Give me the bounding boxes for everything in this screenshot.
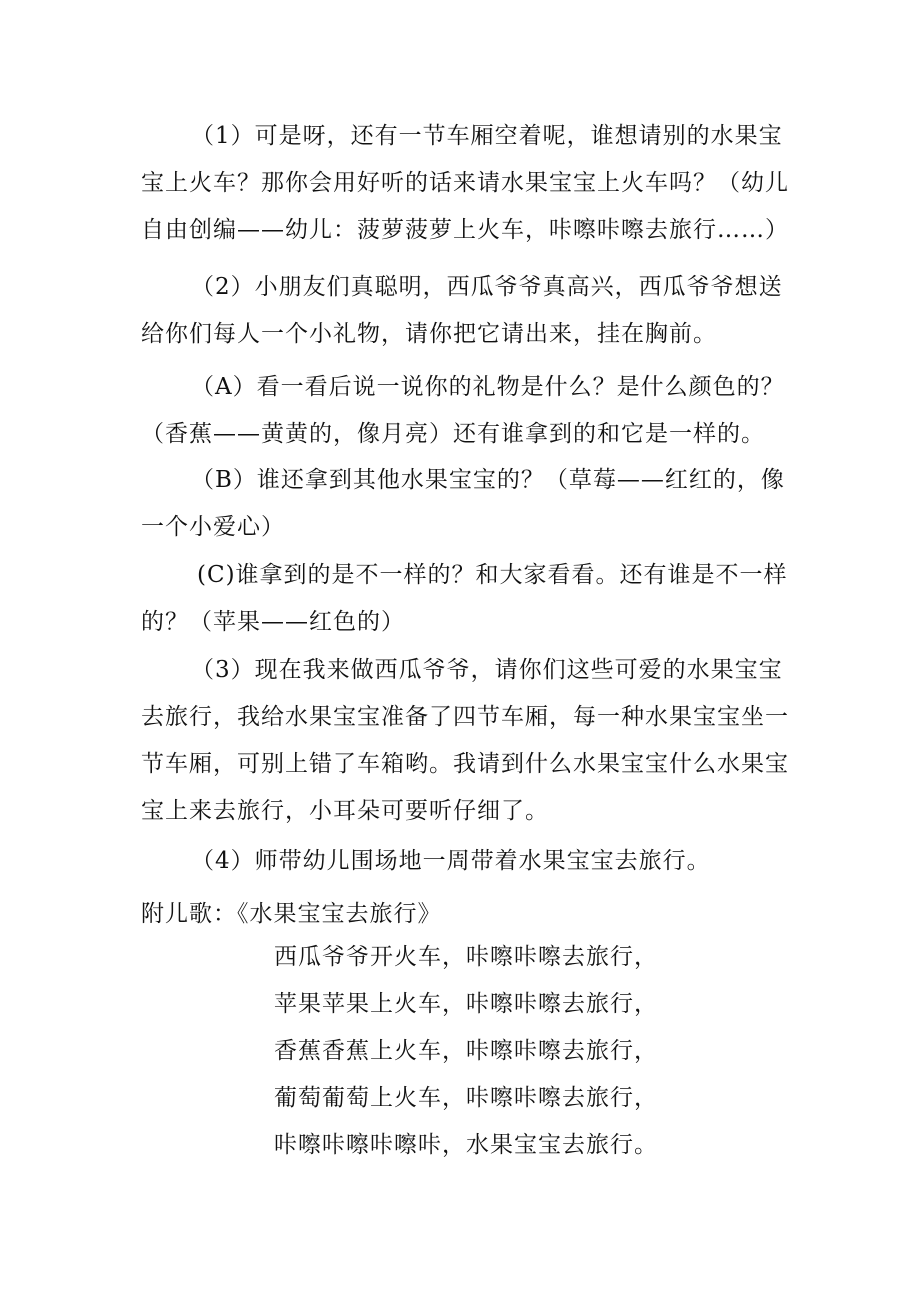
paragraph-step-a: （A）看一看后说一说你的礼物是什么？是什么颜色的？（香蕉——黄黄的，像月亮）还有谁拿到的和它是一样的。 <box>141 374 785 447</box>
appendix-title: 附儿歌：《水果宝宝去旅行》 <box>141 901 442 927</box>
poem-line: 西瓜爷爷开火车，咔嚓咔嚓去旅行， <box>274 944 658 970</box>
paragraph-step-2: （2）小朋友们真聪明，西瓜爷爷真高兴，西瓜爷爷想送给你们每人一个小礼物，请你把它请出来，挂在胸前。 <box>141 274 783 347</box>
poem-line: 葡萄葡萄上火车，咔嚓咔嚓去旅行， <box>274 1085 658 1111</box>
poem <box>274 934 658 1169</box>
poem-line: 苹果苹果上火车，咔嚓咔嚓去旅行， <box>274 991 658 1017</box>
paragraph-step-3: （3）现在我来做西瓜爷爷，请你们这些可爱的水果宝宝去旅行，我给水果宝宝准备了四节车厢，每一种水果宝宝坐一节车厢，可别上错了车箱哟。我请到什么水果宝宝什么水果宝宝上来去旅行，小耳朵可要听仔细了。 <box>141 657 789 824</box>
paragraph-step-4: （4）师带幼儿围场地一周带着水果宝宝去旅行。 <box>191 848 711 874</box>
paragraph-step-c: (C)谁拿到的是不一样的？和大家看看。还有谁是不一样的？（苹果——红色的） <box>141 562 788 635</box>
paragraph-step-b: （B）谁还拿到其他水果宝宝的？（草莓——红红的，像一个小爱心） <box>141 467 785 540</box>
poem-line: 咔嚓咔嚓咔嚓咔，水果宝宝去旅行。 <box>274 1132 658 1158</box>
poem-line: 香蕉香蕉上火车，咔嚓咔嚓去旅行， <box>274 1038 658 1064</box>
paragraph-step-1: （1）可是呀，还有一节车厢空着呢，谁想请别的水果宝宝上火车？那你会用好听的话来请水果宝宝上火车吗？（幼儿自由创编——幼儿：菠萝菠萝上火车，咔嚓咔嚓去旅行……） <box>141 123 789 243</box>
